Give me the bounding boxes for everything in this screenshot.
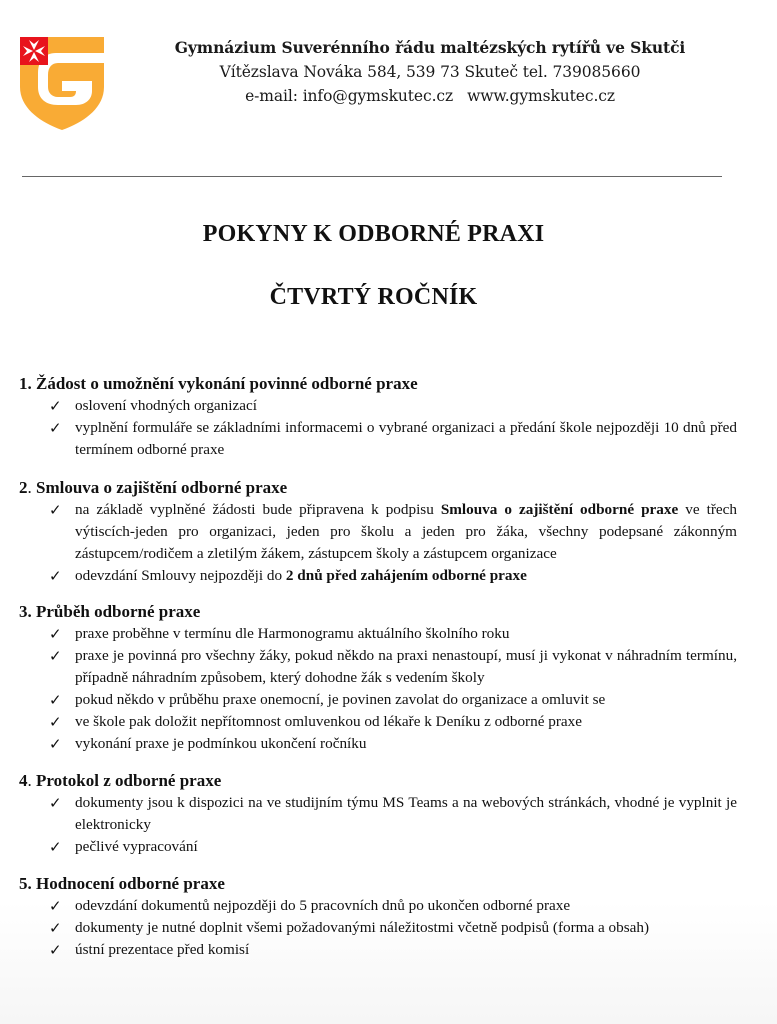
list-item: ✓ pokud někdo v průběhu praxe onemocní, je povinen zavolat do organizace a omluvit se — [49, 691, 606, 709]
section-heading — [19, 601, 737, 623]
section-number: 4 — [19, 771, 28, 790]
section-title: Protokol z odborné praxe — [36, 771, 222, 790]
header-divider — [22, 176, 722, 177]
section-hodnoceni — [19, 873, 737, 961]
school-email: e-mail: info@gymskutec.cz — [245, 87, 454, 105]
checklist — [19, 895, 737, 961]
list-item: ✓ oslovení vhodných organizací — [49, 397, 257, 415]
emphasis: Smlouva o zajištění odborné praxe — [440, 501, 679, 518]
section-title: Hodnocení odborné praxe — [36, 874, 225, 893]
checkmark-icon: ✓ — [49, 647, 62, 665]
checkmark-icon: ✓ — [49, 919, 62, 937]
section-zadost — [19, 373, 737, 461]
list-item: ✓ ve škole pak doložit nepřítomnost omluvenkou od lékaře k Deníku z odborné praxe — [49, 713, 582, 731]
checklist — [19, 499, 737, 587]
list-item: ✓ vykonání praxe je podmínkou ukončení ročníku — [49, 735, 367, 753]
checkmark-icon: ✓ — [49, 567, 62, 585]
checkmark-icon: ✓ — [49, 941, 62, 959]
school-website: www.gymskutec.cz — [467, 87, 615, 105]
checkmark-icon: ✓ — [49, 691, 62, 709]
school-name: Gymnázium Suverénního řádu maltézských rytířů ve Skutči — [174, 38, 686, 57]
section-heading — [19, 873, 737, 895]
checkmark-icon: ✓ — [49, 419, 62, 437]
checklist — [19, 792, 737, 858]
section-title: Průběh odborné praxe — [36, 602, 201, 621]
section-number: 1. — [19, 374, 32, 393]
section-smlouva — [19, 477, 737, 587]
section-prubeh — [19, 601, 737, 755]
checkmark-icon: ✓ — [49, 501, 62, 519]
section-heading — [19, 373, 737, 395]
checkmark-icon: ✓ — [49, 625, 62, 643]
document-title: POKYNY K ODBORNÉ PRAXI — [202, 221, 545, 247]
school-contact — [140, 84, 720, 108]
list-item: ✓ praxe je povinná pro všechny žáky, pokud někdo na praxi nenastoupí, musí ji vykonat v náhradním termínu, případně náhradním způsobem, který dohodne žák s vedením školy — [49, 647, 737, 686]
section-title: Smlouva o zajištění odborné praxe — [36, 478, 288, 497]
checkmark-icon: ✓ — [49, 735, 62, 753]
school-shield-logo-icon — [18, 35, 106, 131]
section-heading: 4. Protokol z odborné praxe — [19, 771, 222, 790]
school-address: Vítězslava Nováka 584, 539 73 Skuteč tel. 739085660 — [219, 63, 641, 81]
checklist — [19, 623, 737, 755]
checkmark-icon: ✓ — [49, 794, 62, 812]
section-number: 5. — [19, 874, 32, 893]
emphasis: 2 dnů před zahájením odborné praxe — [285, 567, 527, 584]
list-item: ✓ pečlivé vypracování — [49, 838, 198, 856]
list-item: ✓ praxe proběhne v termínu dle Harmonogramu aktuálního školního roku — [49, 625, 510, 643]
section-number: 3. — [19, 602, 32, 621]
checkmark-icon: ✓ — [49, 897, 62, 915]
letterhead — [140, 36, 720, 108]
list-item: ✓ dokumenty je nutné doplnit všemi požadovanými náležitostmi včetně podpisů (forma a obsah) — [49, 919, 650, 937]
list-item: ✓ odevzdání dokumentů nejpozději do 5 pracovních dnů po ukončen odborné praxe — [49, 897, 571, 915]
list-item: ✓ ústní prezentace před komisí — [49, 941, 250, 959]
document-subtitle: ČTVRTÝ ROČNÍK — [269, 284, 478, 310]
list-item: ✓ dokumenty jsou k dispozici na ve studijním týmu MS Teams a na webových stránkách, vhodné je vyplnit je elektronicky — [49, 794, 737, 833]
list-item: ✓ odevzdání Smlouvy nejpozději do 2 dnů před zahájením odborné praxe — [49, 567, 527, 585]
checkmark-icon: ✓ — [49, 397, 62, 415]
section-title: Žádost o umožnění vykonání povinné odborné praxe — [36, 374, 418, 393]
section-protokol — [19, 770, 737, 858]
list-item: ✓ na základě vyplněné žádosti bude připravena k podpisu Smlouva o zajištění odborné praxe ve třech výtiscích-jeden pro organizaci, jeden pro školu a jeden pro žáka, všechny podepsané zákonným zástupcem/rodičem a zletilým žákem, zástupcem školy a zástupcem organizace — [49, 501, 737, 562]
list-item: ✓ vyplnění formuláře se základními informacemi o vybrané organizaci a předání škole nejpozději 10 dnů před termínem odborné praxe — [49, 419, 737, 458]
checkmark-icon: ✓ — [49, 838, 62, 856]
section-heading: 2. Smlouva o zajištění odborné praxe — [19, 478, 288, 497]
section-number: 2 — [19, 478, 28, 497]
checkmark-icon: ✓ — [49, 713, 62, 731]
checklist — [19, 395, 737, 461]
